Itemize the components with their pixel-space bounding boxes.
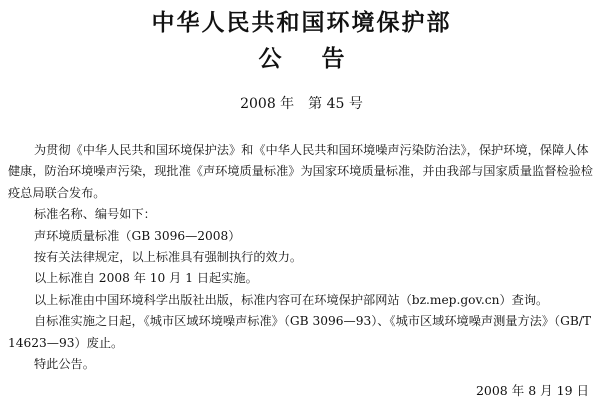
paragraph-closing: 特此公告。 xyxy=(34,357,95,372)
paragraph-effective-date: 以上标准自 2008 年 10 月 1 日起实施。 xyxy=(34,271,258,286)
paragraph-standard-heading: 标准名称、编号如下： xyxy=(34,207,156,222)
document-type-heading: 公告 xyxy=(258,46,385,72)
paragraph-publication: 以上标准由中国环境科学出版社出版，标准内容可在环境保护部网站（bz.mep.gov.cn）查询。 xyxy=(34,292,549,307)
document-number: 2008 年 第 45 号 xyxy=(240,96,363,112)
signature-date: 2008 年 8 月 19 日 xyxy=(475,383,589,398)
paragraph-standard-name: 声环境质量标准（GB 3096—2008） xyxy=(34,228,241,243)
issuing-ministry-title: 中华人民共和国环境保护部 xyxy=(151,10,452,36)
paragraph-repeal: 自标准实施之日起，《城市区域环境噪声标准》（GB 3096—93）、《城市区域环境噪声测量方法》（GB/T 14623—93）废止。 xyxy=(8,314,592,350)
paragraph-legal-effect: 按有关法律规定，以上标准具有强制执行的效力。 xyxy=(34,250,303,265)
paragraph-preamble: 为贯彻《中华人民共和国环境保护法》和《中华人民共和国环境噪声污染防治法》，保护环境，保障人体健康，防治环境噪声污染，现批准《声环境质量标准》为国家环境质量标准，并由我部与国家质量监督检验检疫总局联合发布。 xyxy=(8,143,593,200)
notice-body xyxy=(8,140,596,375)
